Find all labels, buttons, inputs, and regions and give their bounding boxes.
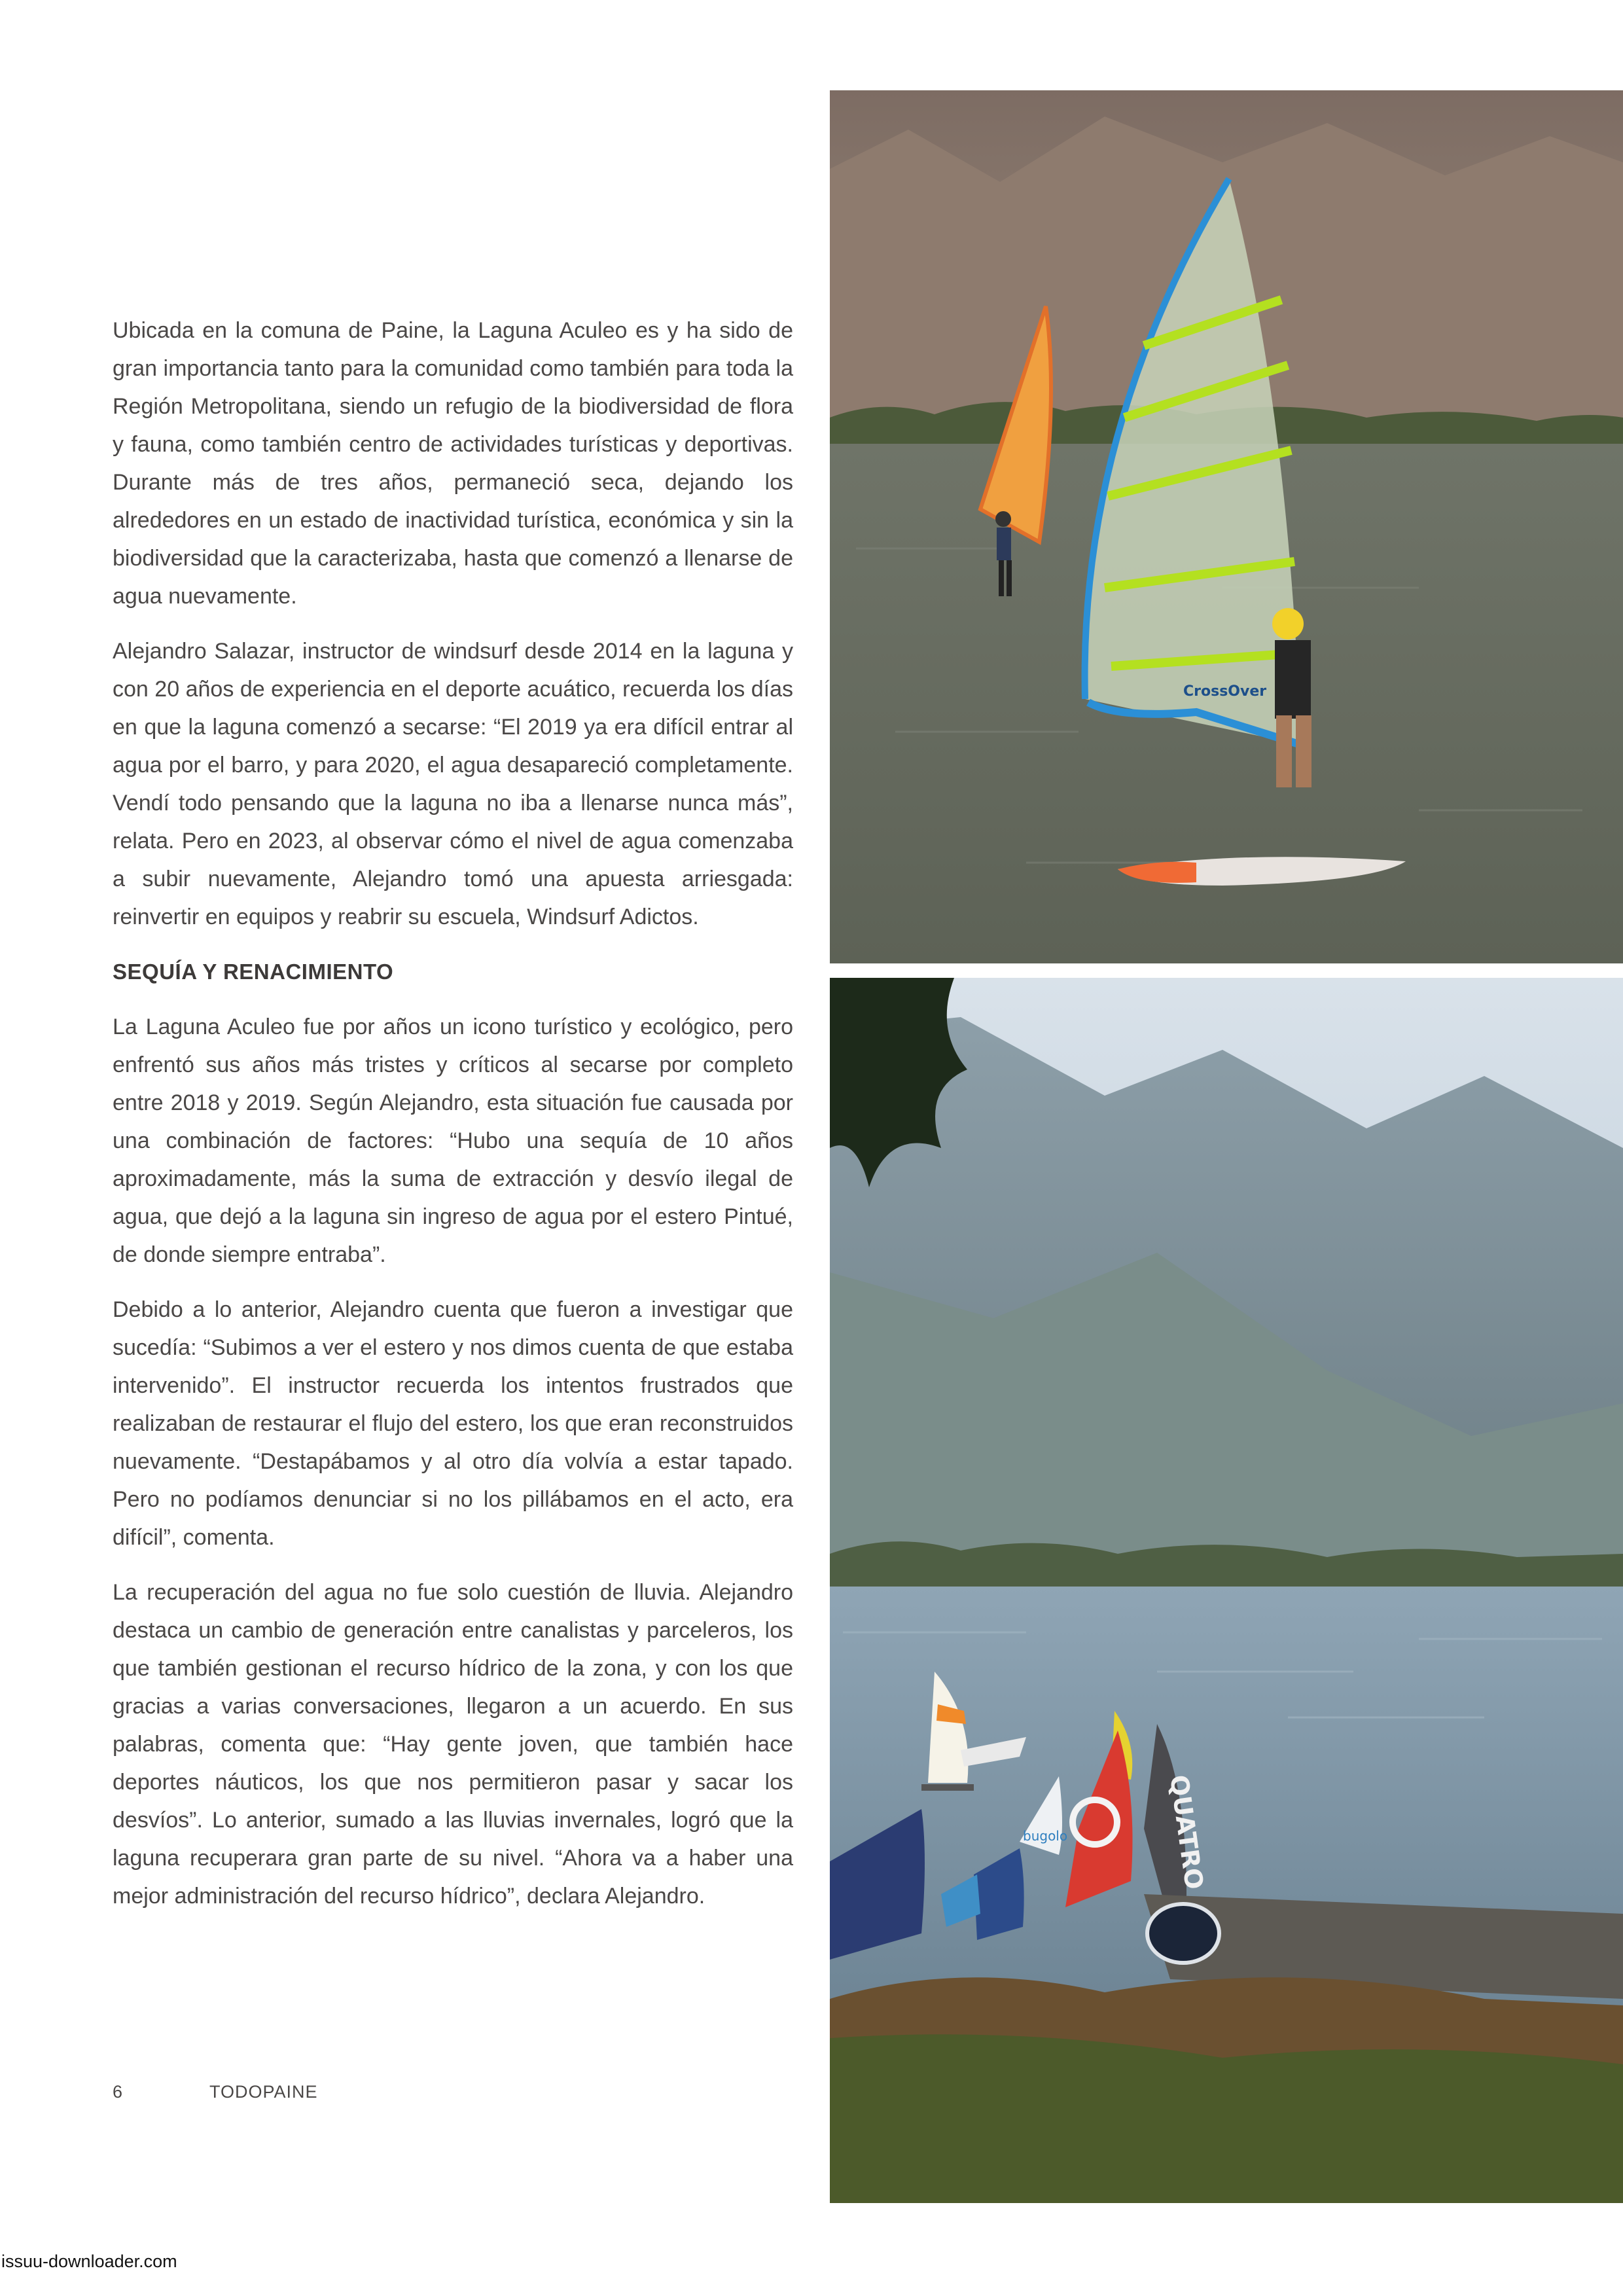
paragraph-instructor: Alejandro Salazar, instructor de windsurf desde 2014 en la laguna y con 20 años de experiencia en el deporte acuático, recuerda los días en que la laguna comenzó a secarse: “El 2019 ya era difícil entrar al agua por el barro, y para 2020, el agua desapareció completamente. Vendí todo pensando que la laguna no iba a llenarse nunca más”, relata. Pero en 2023, al observar cómo el nivel de agua comenzaba a subir nuevamente, Alejandro tomó una apuesta arriesgada: reinvertir en equipos y reabrir su escuela, Windsurf Adictos. [113, 639, 793, 929]
paragraph-investigation: Debido a lo anterior, Alejandro cuenta que fueron a investigar que sucedía: “Subimos a ver el estero y nos dimos cuenta de que estaba intervenido”. El instructor recuerda los intentos frustrados que realizaban de restaurar el flujo del estero, los que eran reconstruidos nuevamente. “Destapábamos y al otro día volvía a estar tapado. Pero no podíamos denunciar si no los pillábamos en el acto, era difícil”, comenta. [113, 1297, 793, 1550]
sail-brand-label: CrossOver [1183, 683, 1267, 700]
watermark-text: issuu-downloader.com [1, 2251, 177, 2271]
photo-windsurfers [830, 90, 1623, 963]
paragraph-intro: Ubicada en la comuna de Paine, la Laguna Aculeo es y ha sido de gran importancia tanto para la comunidad como también para toda la Región Metropolitana, siendo un refugio de la biodiversidad de flora y fauna, como también centro de actividades turísticas y deportivas. Durante más de tres años, permaneció seca, dejando los alrededores en un estado de inactividad turística, económica y sin la biodiversidad que la caracterizaba, hasta que comenzó a llenarse de agua nuevamente. [113, 318, 793, 609]
page-number: 6 [113, 2082, 123, 2102]
surfboard-round [1147, 1904, 1219, 1963]
article-body [113, 312, 793, 1932]
shore-illustration [830, 978, 1623, 2203]
section-heading: SEQUÍA Y RENACIMIENTO [113, 960, 394, 984]
banner-brand-label: bugolo [1023, 1828, 1068, 1844]
flag-quatro-label: QUATRO [1164, 1773, 1209, 1892]
magazine-name: TODOPAINE [209, 2082, 318, 2102]
windsurf-illustration [830, 90, 1623, 963]
photo-lagoon-shore [830, 978, 1623, 2203]
paragraph-drought: La Laguna Aculeo fue por años un icono turístico y ecológico, pero enfrentó sus años más tristes y críticos al secarse por completo entre 2018 y 2019. Según Alejandro, esta situación fue causada por una combinación de factores: “Hubo una sequía de 10 años aproximadamente, más la suma de extracción y desvío ilegal de agua, que dejó a la laguna sin ingreso de agua por el estero Pintué, de donde siempre entraba”. [113, 1014, 793, 1267]
paragraph-recovery: La recuperación del agua no fue solo cuestión de lluvia. Alejandro destaca un cambio de generación entre canalistas y parceleros, los que también gestionan el recurso hídrico de la zona, y con los que gracias a varias conversaciones, llegaron a un acuerdo. En sus palabras, comenta que: “Hay gente joven, que también hace deportes náuticos, los que nos permitieron pasar y sacar los desvíos”. Lo anterior, sumado a las lluvias invernales, logró que la laguna recuperara gran parte de su nivel. “Ahora va a haber una mejor administración del recurso hídrico”, declara Alejandro. [113, 1580, 793, 1909]
